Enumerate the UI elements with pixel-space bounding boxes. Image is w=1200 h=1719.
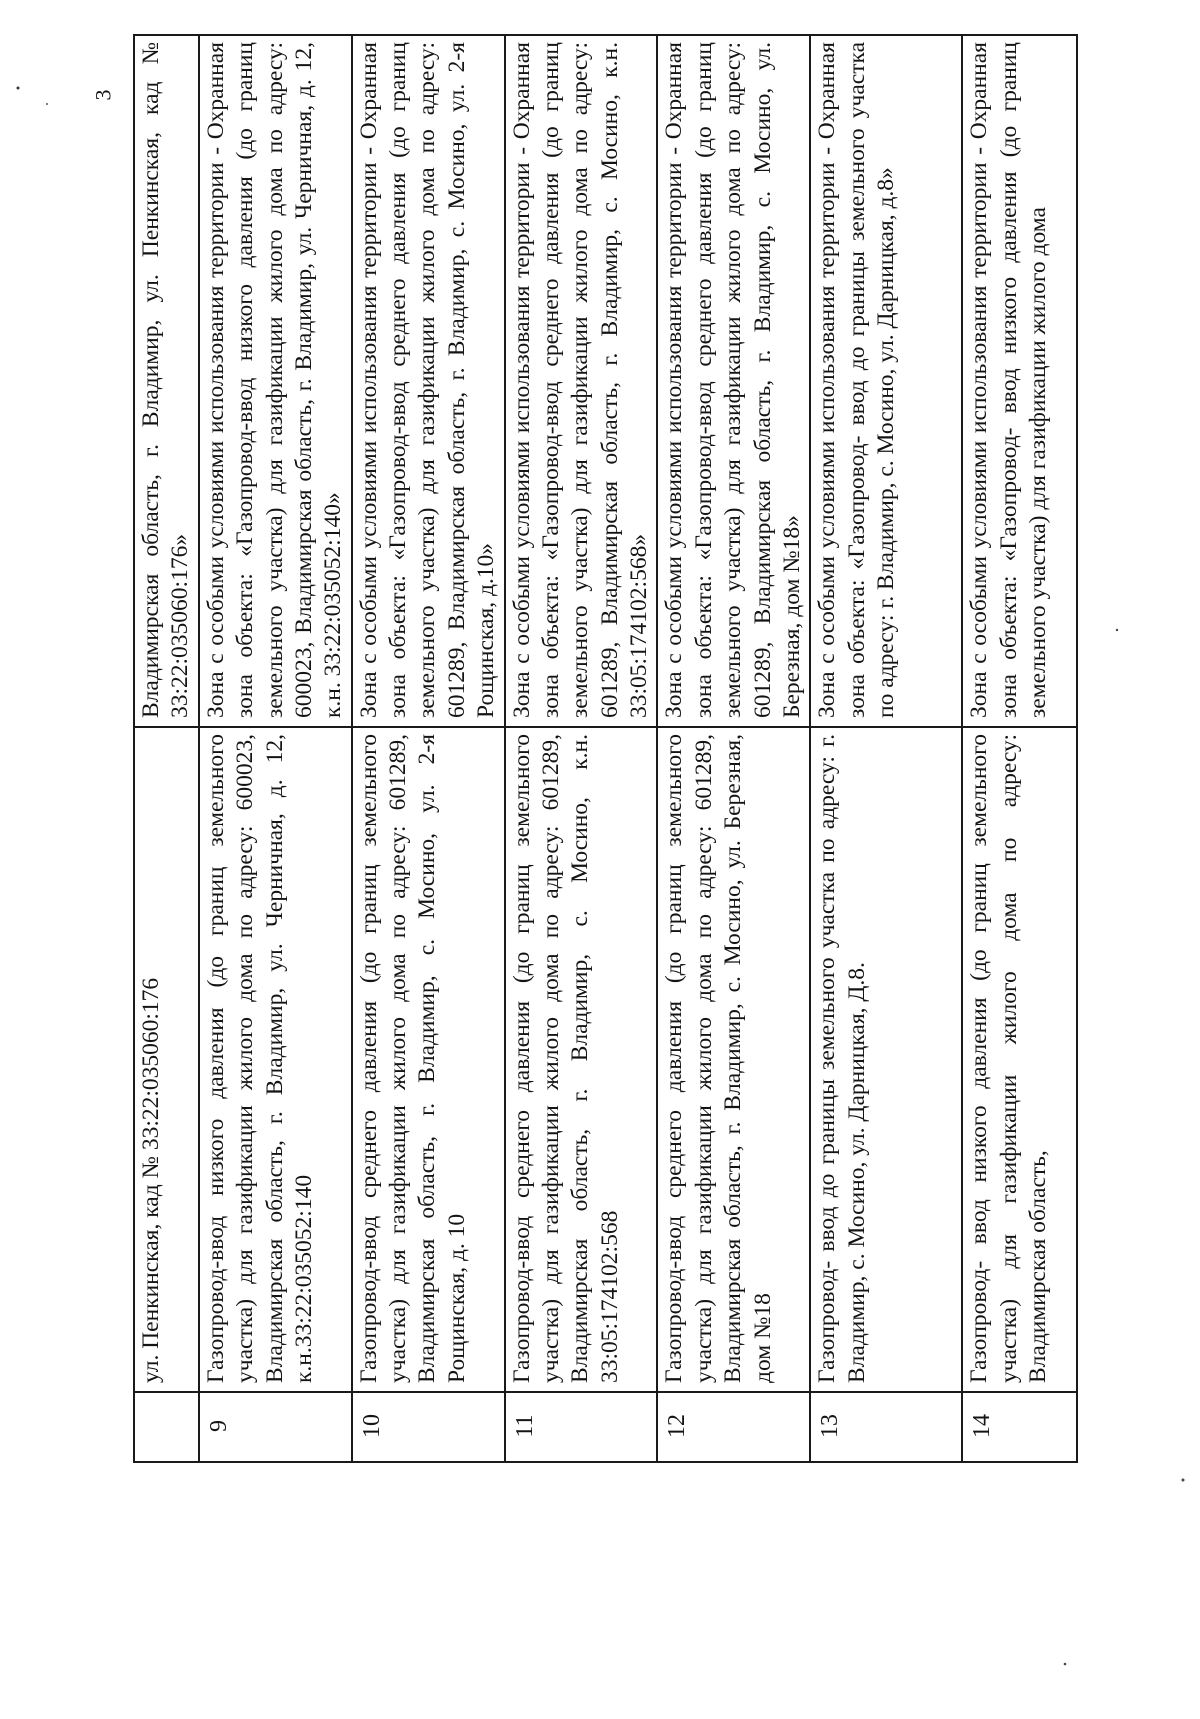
- scan-speck: [1116, 629, 1118, 631]
- zone-description-cell: Владимирская область, г. Владимир, ул. Пенкинская, кад № 33:22:035060:176»: [134, 35, 199, 727]
- zone-description-cell: Зона с особыми условиями использования территории - Охранная зона объекта: «Газопровод-ввод среднего давления (до границ земельного участка) для газификации жилого дома по адресу: 601289, Владимирская область, г. Владимир, с. Мосино, ул. 2-я Рощинская, д.10»: [352, 35, 505, 727]
- page-number: 3: [90, 89, 116, 101]
- object-description-cell: Газопровод-ввод среднего давления (до границ земельного участка) для газификации жилого дома по адресу: 601289, Владимирская область, г. Владимир, с. Мосино, ул. 2-я Рощинская, д. 10: [352, 727, 505, 1392]
- scan-speck: [1182, 1479, 1185, 1482]
- scan-speck: [46, 103, 48, 105]
- zone-description-cell: Зона с особыми условиями использования территории - Охранная зона объекта: «Газопровод- ввод до границы земельного участка по адресу: г. Владимир, с. Мосино, ул. Дарницкая, д.8»: [810, 35, 962, 727]
- zone-description-cell: Зона с особыми условиями использования территории - Охранная зона объекта: «Газопровод- ввод низкого давления (до границ земельного участка) для газификации жилого дома: [962, 35, 1077, 727]
- zone-description-cell: Зона с особыми условиями использования территории - Охранная зона объекта: «Газопровод-ввод среднего давления (до границ земельного участка) для газификации жилого дома по адресу: 601289, Владимирская область, г. Владимир, с. Мосино, ул. Березная, дом №18»: [657, 35, 810, 727]
- object-description-cell: Газопровод-ввод среднего давления (до границ земельного участка) для газификации жилого дома по адресу: 601289, Владимирская область, г. Владимир, с. Мосино, к.н. 33:05:174102:568: [505, 727, 658, 1392]
- scan-speck: [1064, 1663, 1067, 1666]
- object-description-cell: Газопровод-ввод низкого давления (до границ земельного участка) для газификации жилого дома по адресу: 600023, Владимирская область, г. Владимир, ул. Черничная, д. 12, к.н.33:22:035052:140: [199, 727, 352, 1392]
- row-number-cell: 10: [352, 1392, 505, 1462]
- row-number-cell: 11: [505, 1392, 658, 1462]
- row-number-cell: 9: [199, 1392, 352, 1462]
- row-number-cell: 14: [962, 1392, 1077, 1462]
- object-description-cell: Газопровод-ввод среднего давления (до границ земельного участка) для газификации жилого дома по адресу: 601289, Владимирская область, г. Владимир, с. Мосино, ул. Березная, дом №18: [657, 727, 810, 1392]
- object-description-cell: Газопровод- ввод до границы земельного участка по адресу: г. Владимир, с. Мосино, ул. Дарницкая, Д.8.: [810, 727, 962, 1392]
- zone-description-cell: Зона с особыми условиями использования территории - Охранная зона объекта: «Газопровод-ввод среднего давления (до границ земельного участка) для газификации жилого дома по адресу: 601289, Владимирская область, г. Владимир, с. Мосино, к.н. 33:05:174102:568»: [505, 35, 658, 727]
- row-number-cell: 13: [810, 1392, 962, 1462]
- row-number-cell: 12: [657, 1392, 810, 1462]
- zone-description-cell: Зона с особыми условиями использования территории - Охранная зона объекта: «Газопровод-ввод низкого давления (до границ земельного участка) для газификации жилого дома по адресу: 600023, Владимирская область, г. Владимир, ул. Черничная, д. 12, к.н. 33:22:035052:140»: [199, 35, 352, 727]
- object-description-cell: Газопровод- ввод низкого давления (до границ земельного участка) для газификации жилого дома по адресу: Владимирская область,: [962, 727, 1077, 1392]
- object-description-cell: ул. Пенкинская, кад № 33:22:035060:176: [134, 727, 199, 1392]
- scan-speck: [17, 87, 20, 90]
